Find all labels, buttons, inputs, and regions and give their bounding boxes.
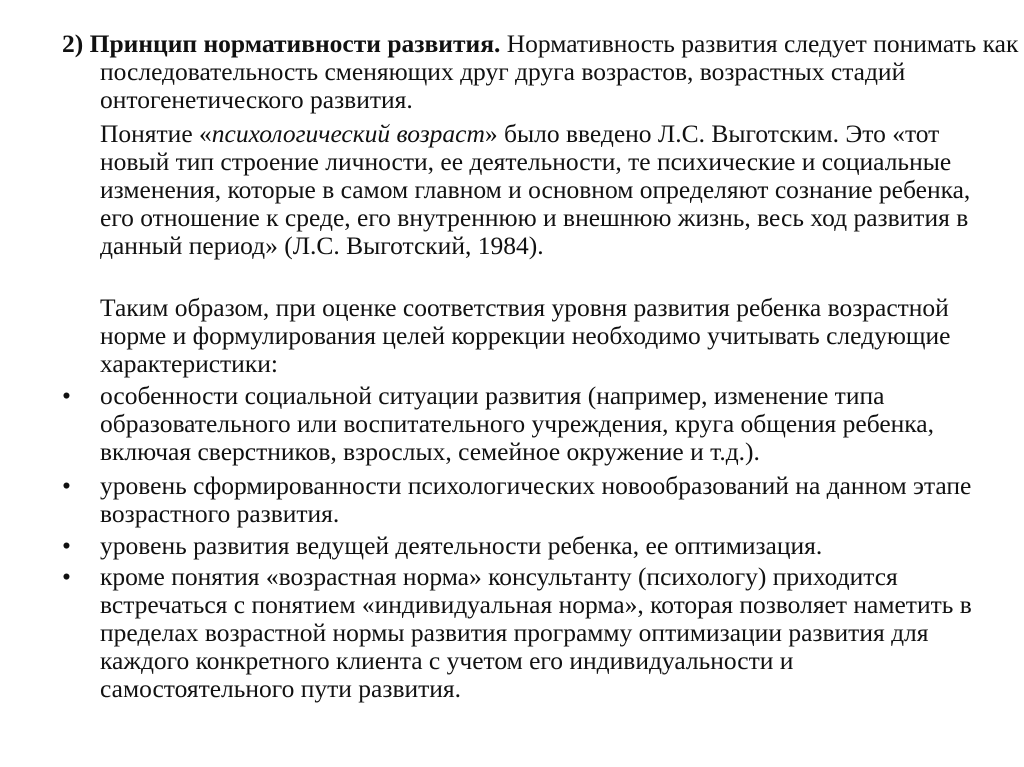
list-item-text: особенности социальной ситуации развития (например, изменение типа образовательного или воспитательного учреждения, круга общения ребенка, включая сверстников, взрослых, семейное окружение и т.д.).: [100, 381, 934, 466]
concept-paragraph: [100, 120, 988, 260]
bullet-icon: •: [62, 531, 71, 560]
bullet-icon: •: [62, 381, 71, 410]
list-item-text: уровень развития ведущей деятельности ребенка, ее оптимизация.: [100, 531, 823, 560]
concept-text-after: » было введено Л.С. Выготским. Это «тот новый тип строение личности, ее деятельности, те психические и социальные изменения, которые в самом главном и основном определяют сознание ребенка, его отношение к среде, его внутреннюю и внешнюю жизнь, весь ход развития в данный период» (Л.С. Выготский, 1984).: [100, 119, 971, 260]
concept-term: психологический возраст: [211, 119, 485, 148]
list-item-text: уровень сформированности психологических новообразований на данном этапе возрастного развития.: [100, 471, 972, 528]
principle-text: Нормативность развития следует понимать как последовательность сменяющих друг друга возрастов, возрастных стадий онтогенетического развития.: [100, 29, 1019, 114]
bullet-icon: •: [62, 562, 71, 591]
principle-title: 2) Принцип нормативности развития.: [62, 29, 501, 58]
principle-paragraph: [62, 30, 1020, 114]
conclusion-paragraph: Таким образом, при оценке соответствия уровня развития ребенка возрастной норме и формулирования целей коррекции необходимо учитывать следующие характеристики:: [100, 293, 951, 378]
list-item-text: кроме понятия «возрастная норма» консультанту (психологу) приходится встречаться с понятием «индивидуальная норма», которая позволяет наметить в пределах возрастной нормы развития программу оптимизации развития для каждого конкретного клиента с учетом его индивидуальности и самостоятельного пути развития.: [100, 562, 972, 703]
concept-text-before: Понятие «: [100, 119, 212, 148]
bullet-icon: •: [62, 471, 71, 500]
